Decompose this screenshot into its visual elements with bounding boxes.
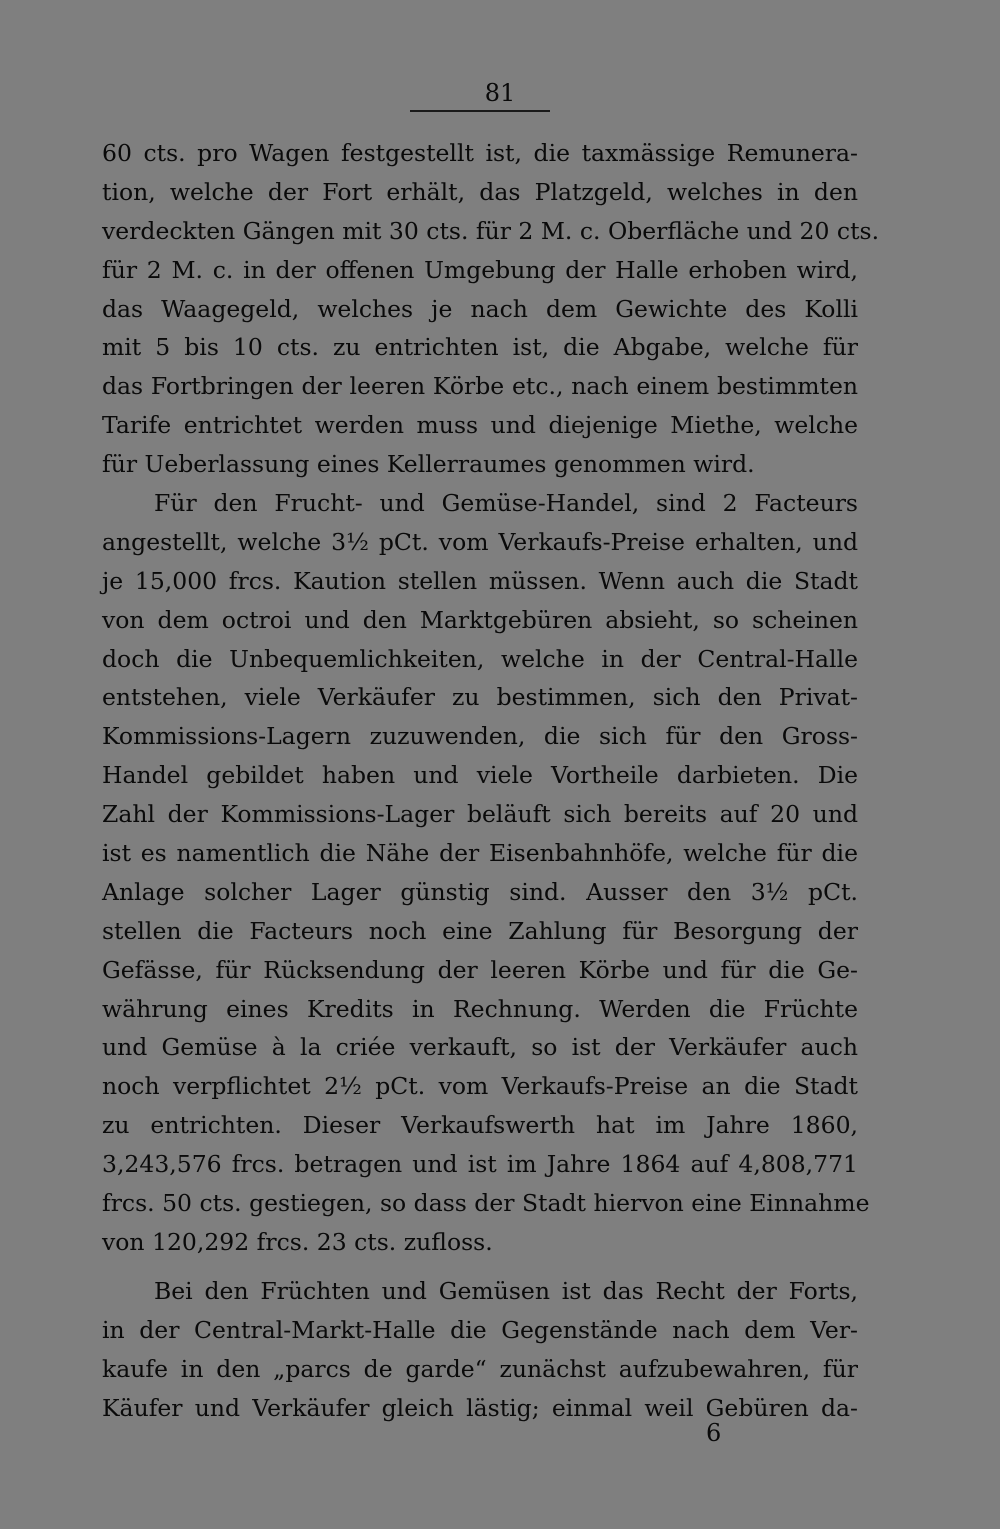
text-line: angestellt, welche 3½ pCt. vom Verkaufs-Preise erhalten, und (102, 527, 858, 556)
body-text (102, 134, 880, 1427)
text-line: von 120,292 frcs. 23 cts. zufloss. (102, 1227, 493, 1256)
text-line: das Waagegeld, welches je nach dem Gewichte des Kolli (102, 294, 858, 323)
text-line: von dem octroi und den Marktgebüren absieht, so scheinen (102, 605, 858, 634)
paragraph-1 (102, 134, 880, 484)
text-line: verdeckten Gängen mit 30 cts. für 2 M. c. Oberfläche und 20 cts. (102, 216, 880, 245)
text-line: das Fortbringen der leeren Körbe etc., nach einem bestimmten (102, 372, 858, 401)
text-line: mit 5 bis 10 cts. zu entrichten ist, die Abgabe, welche für (102, 333, 858, 362)
text-line: ist es namentlich die Nähe der Eisenbahnhöfe, welche für die (102, 839, 858, 868)
paragraph-gap (102, 1262, 858, 1272)
text-line: währung eines Kredits in Rechnung. Werden die Früchte (102, 994, 858, 1023)
signature-mark: 6 (706, 1419, 722, 1447)
text-line: 60 cts. pro Wagen festgestellt ist, die taxmässige Remunera- (102, 139, 858, 167)
text-line: zu entrichten. Dieser Verkaufswerth hat im Jahre 1860, (102, 1111, 858, 1140)
text-line: in der Central-Markt-Halle die Gegenstände nach dem Ver- (102, 1315, 858, 1344)
text-line: Zahl der Kommissions-Lager beläuft sich bereits auf 20 und (102, 800, 858, 829)
text-line: entstehen, viele Verkäufer zu bestimmen, sich den Privat- (102, 683, 858, 712)
page-number-rule (410, 110, 550, 112)
text-line: Anlage solcher Lager günstig sind. Ausser den 3½ pCt. (102, 877, 858, 906)
text-line: Kommissions-Lagern zuzuwenden, die sich für den Gross- (102, 722, 858, 751)
paragraph-3 (102, 1272, 858, 1428)
page-number: 81 (484, 79, 516, 107)
text-line: je 15,000 frcs. Kaution stellen müssen. Wenn auch die Stadt (102, 566, 858, 595)
text-line: und Gemüse à la criée verkauft, so ist der Verkäufer auch (102, 1033, 858, 1062)
text-line: 3,243,576 frcs. betragen und ist im Jahre 1864 auf 4,808,771 (102, 1150, 858, 1179)
text-line: Für den Frucht- und Gemüse-Handel, sind 2 Facteurs (154, 489, 858, 518)
text-line: für 2 M. c. in der offenen Umgebung der Halle erhoben wird, (102, 255, 858, 284)
text-line: Gefässe, für Rücksendung der leeren Körbe und für die Ge- (102, 955, 858, 984)
text-line: Käufer und Verkäufer gleich lästig; einmal weil Gebüren da- (102, 1393, 858, 1422)
text-line: noch verpflichtet 2½ pCt. vom Verkaufs-Preise an die Stadt (102, 1072, 858, 1101)
text-line: tion, welche der Fort erhält, das Platzgeld, welches in den (102, 177, 858, 206)
text-line: Bei den Früchten und Gemüsen ist das Recht der Forts, (154, 1276, 858, 1305)
text-line: doch die Unbequemlichkeiten, welche in der Central-Halle (102, 644, 858, 673)
text-line: Tarife entrichtet werden muss und diejenige Miethe, welche (102, 411, 858, 440)
text-line: kaufe in den „parcs de garde“ zunächst aufzubewahren, für (102, 1354, 858, 1383)
text-line: stellen die Facteurs noch eine Zahlung für Besorgung der (102, 916, 858, 945)
text-line: frcs. 50 cts. gestiegen, so dass der Stadt hiervon eine Einnahme (102, 1189, 870, 1218)
text-line: Handel gebildet haben und viele Vortheile darbieten. Die (102, 761, 858, 790)
paragraph-2 (102, 484, 870, 1262)
text-line: für Ueberlassung eines Kellerraumes genommen wird. (102, 450, 755, 479)
